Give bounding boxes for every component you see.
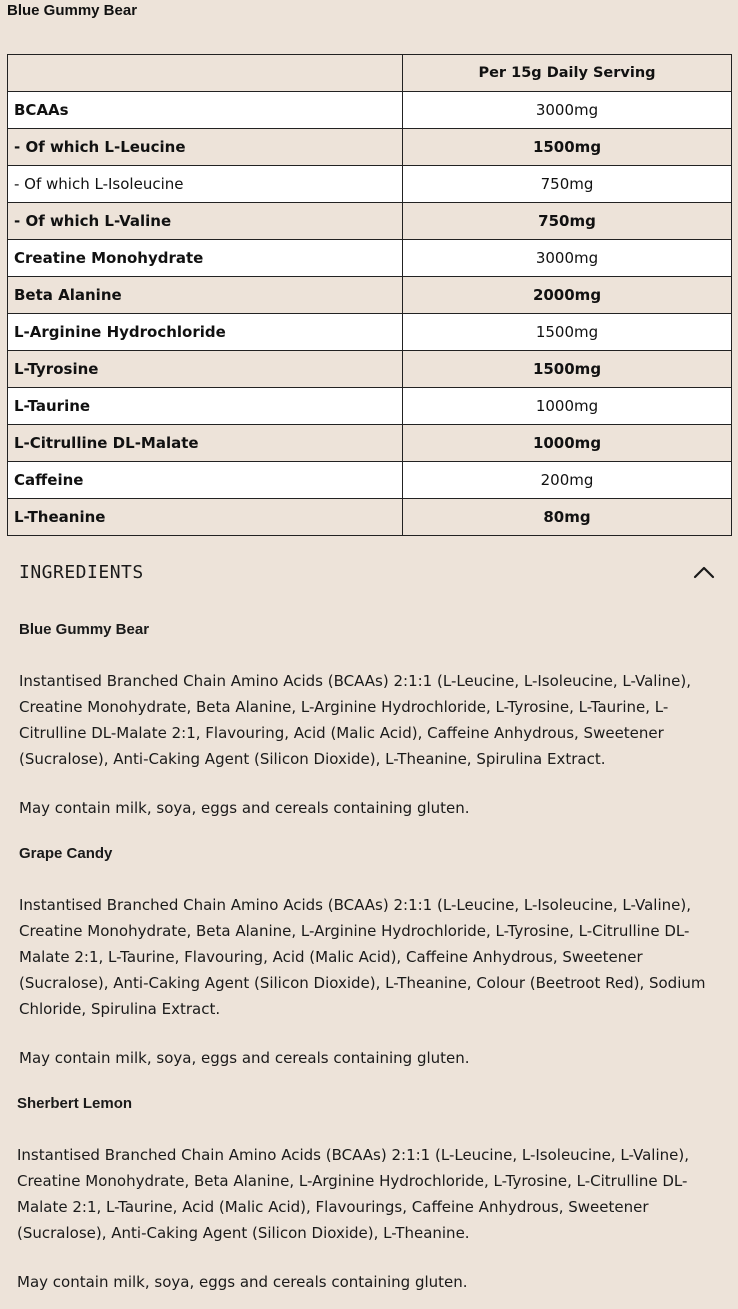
- nutrient-value: 3000mg: [403, 240, 732, 277]
- nutrient-name: L-Taurine: [8, 388, 403, 425]
- chevron-up-icon[interactable]: [693, 565, 715, 579]
- nutrition-table: [7, 54, 732, 536]
- table-row: [8, 166, 732, 203]
- nutrient-name: Creatine Monohydrate: [8, 240, 403, 277]
- ingredient-list: Instantised Branched Chain Amino Acids (BCAAs) 2:1:1 (L-Leucine, L-Isoleucine, L-Valine), Creatine Monohydrate, Beta Alanine, L-Arginine Hydrochloride, L-Tyrosine, L-Citrulline DL-Malate 2:1, L-Taurine, Flavouring, Acid (Malic Acid), Caffeine Anhydrous, Sweetener (Sucralose), Anti-Caking Agent (Silicon Dioxide), L-Theanine, Colour (Beetroot Red), Sodium Chloride, Spirulina Extract.: [19, 896, 706, 1018]
- nutrient-name: - Of which L-Leucine: [8, 129, 403, 166]
- nutrient-name: L-Arginine Hydrochloride: [8, 314, 403, 351]
- nutrient-value: 1500mg: [403, 351, 732, 388]
- table-row: [8, 351, 732, 388]
- nutrient-value: 200mg: [403, 462, 732, 499]
- ingredient-section: [19, 844, 719, 1071]
- allergen-notice: May contain milk, soya, eggs and cereals containing gluten.: [17, 1273, 468, 1291]
- ingredient-section: [19, 620, 719, 821]
- nutrient-value: 3000mg: [403, 92, 732, 129]
- nutrient-name: L-Theanine: [8, 499, 403, 536]
- table-row: [8, 240, 732, 277]
- nutrient-name: BCAAs: [8, 92, 403, 129]
- nutrient-value: 750mg: [403, 203, 732, 240]
- ingredient-section: [17, 1094, 719, 1295]
- table-row: [8, 462, 732, 499]
- flavour-heading: Sherbert Lemon: [17, 1095, 133, 1112]
- nutrient-value: 750mg: [403, 166, 732, 203]
- table-header-name: [8, 55, 403, 92]
- ingredients-panel: [19, 620, 719, 1295]
- nutrient-name: - Of which L-Valine: [8, 203, 403, 240]
- flavour-heading: Grape Candy: [19, 845, 113, 862]
- nutrient-name: Caffeine: [8, 462, 403, 499]
- nutrient-name: L-Citrulline DL-Malate: [8, 425, 403, 462]
- ingredient-list: Instantised Branched Chain Amino Acids (BCAAs) 2:1:1 (L-Leucine, L-Isoleucine, L-Valine), Creatine Monohydrate, Beta Alanine, L-Arginine Hydrochloride, L-Tyrosine, L-Taurine, L-Citrulline DL-Malate 2:1, Flavouring, Acid (Malic Acid), Caffeine Anhydrous, Sweetener (Sucralose), Anti-Caking Agent (Silicon Dioxide), L-Theanine, Spirulina Extract.: [19, 672, 691, 768]
- table-header-row: [8, 55, 732, 92]
- ingredients-accordion-toggle[interactable]: [19, 558, 715, 586]
- allergen-notice: May contain milk, soya, eggs and cereals containing gluten.: [19, 1049, 470, 1067]
- flavour-heading: Blue Gummy Bear: [19, 621, 150, 638]
- nutrient-value: 1000mg: [403, 425, 732, 462]
- nutrient-value: 1500mg: [403, 129, 732, 166]
- table-row: [8, 277, 732, 314]
- table-row: [8, 92, 732, 129]
- allergen-notice: May contain milk, soya, eggs and cereals containing gluten.: [19, 799, 470, 817]
- page-title: Blue Gummy Bear: [7, 2, 138, 19]
- table-row: [8, 425, 732, 462]
- nutrient-value: 80mg: [403, 499, 732, 536]
- nutrient-value: 2000mg: [403, 277, 732, 314]
- nutrient-name: Beta Alanine: [8, 277, 403, 314]
- nutrient-name: L-Tyrosine: [8, 351, 403, 388]
- table-header-serving: Per 15g Daily Serving: [403, 55, 732, 92]
- table-row: [8, 499, 732, 536]
- table-row: [8, 314, 732, 351]
- nutrient-name: - Of which L-Isoleucine: [8, 166, 403, 203]
- nutrient-value: 1500mg: [403, 314, 732, 351]
- ingredient-list: Instantised Branched Chain Amino Acids (BCAAs) 2:1:1 (L-Leucine, L-Isoleucine, L-Valine), Creatine Monohydrate, Beta Alanine, L-Arginine Hydrochloride, L-Tyrosine, L-Citrulline DL-Malate 2:1, L-Taurine, Acid (Malic Acid), Flavourings, Caffeine Anhydrous, Sweetener (Sucralose), Anti-Caking Agent (Silicon Dioxide), L-Theanine.: [17, 1146, 689, 1242]
- nutrient-value: 1000mg: [403, 388, 732, 425]
- table-row: [8, 388, 732, 425]
- table-row: [8, 129, 732, 166]
- table-row: [8, 203, 732, 240]
- accordion-title: INGREDIENTS: [19, 561, 144, 583]
